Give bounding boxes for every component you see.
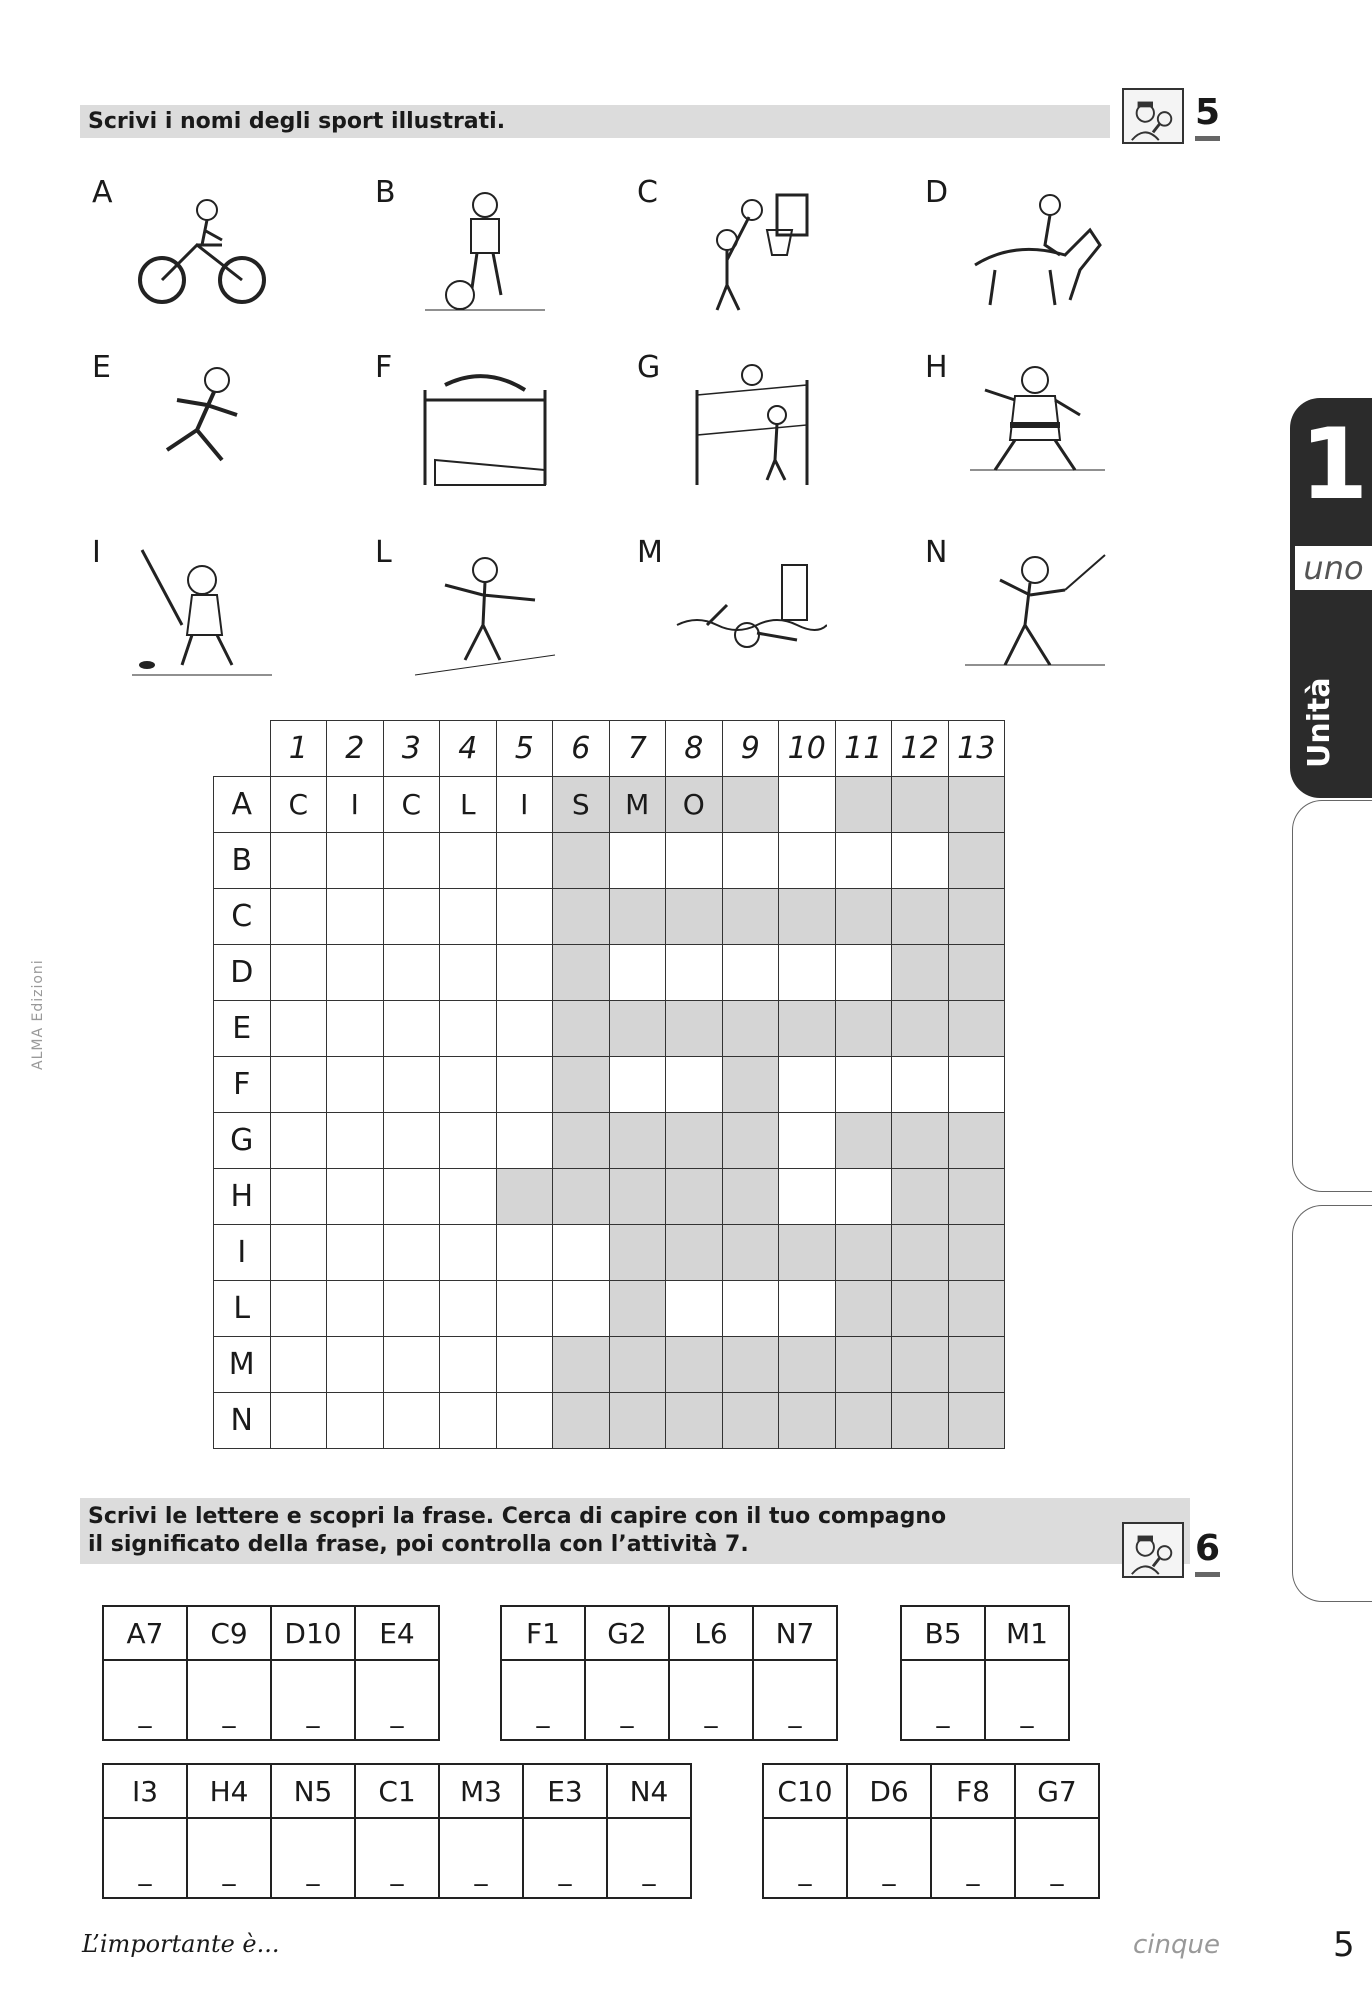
grid-cell[interactable] [835, 1281, 892, 1337]
grid-row [214, 1169, 1005, 1225]
grid-row-header: F [214, 1057, 271, 1113]
answer-blank[interactable]: _ [103, 1660, 187, 1740]
code-table [900, 1605, 1070, 1741]
grid-cell[interactable] [948, 1337, 1005, 1393]
grid-cell[interactable] [327, 1057, 384, 1113]
grid-cell[interactable] [553, 1169, 610, 1225]
grid-corner [214, 721, 271, 777]
grid-cell[interactable] [270, 1393, 327, 1449]
grid-cell[interactable] [383, 1113, 440, 1169]
grid-cell[interactable] [609, 1113, 666, 1169]
code-cell: I3 [103, 1764, 187, 1818]
code-cell: N5 [271, 1764, 355, 1818]
grid-cell[interactable] [553, 945, 610, 1001]
grid-cell[interactable] [835, 777, 892, 833]
code-cell: G2 [585, 1606, 669, 1660]
grid-cell[interactable] [666, 1113, 723, 1169]
grid-cell[interactable] [779, 1337, 836, 1393]
sport-picture-f [375, 350, 565, 500]
picture-letter: G [637, 350, 661, 385]
answer-blank[interactable]: _ [753, 1660, 837, 1740]
grid-cell[interactable] [270, 1337, 327, 1393]
grid-cell[interactable] [722, 1225, 779, 1281]
publisher-label: ALMA Edizioni [30, 959, 46, 1070]
grid-cell[interactable]: I [496, 777, 553, 833]
grid-cell[interactable] [270, 1281, 327, 1337]
grid-cell[interactable] [327, 833, 384, 889]
grid-cell[interactable] [496, 1225, 553, 1281]
exercise-6-instruction [80, 1498, 1190, 1564]
grid-cell[interactable] [440, 945, 497, 1001]
code-cell: E3 [523, 1764, 607, 1818]
grid-cell[interactable] [779, 889, 836, 945]
grid-cell[interactable] [440, 1001, 497, 1057]
grid-cell[interactable] [496, 945, 553, 1001]
sport-picture-d [925, 175, 1115, 325]
answer-blank[interactable]: _ [501, 1660, 585, 1740]
code-cell: N4 [607, 1764, 691, 1818]
grid-cell[interactable] [270, 889, 327, 945]
grid-cell[interactable] [892, 777, 949, 833]
code-cell: F8 [931, 1764, 1015, 1818]
grid-row-header: L [214, 1281, 271, 1337]
grid-cell[interactable] [553, 1337, 610, 1393]
grid-column-header: 9 [722, 721, 779, 777]
grid-cell[interactable] [496, 833, 553, 889]
grid-cell[interactable] [835, 889, 892, 945]
grid-cell[interactable] [609, 833, 666, 889]
grid-cell[interactable] [666, 1393, 723, 1449]
detective-icon [1122, 1522, 1184, 1578]
grid-row-header: M [214, 1337, 271, 1393]
grid-cell[interactable] [666, 833, 723, 889]
grid-cell[interactable]: S [553, 777, 610, 833]
grid-cell[interactable] [835, 1337, 892, 1393]
grid-cell[interactable] [327, 1225, 384, 1281]
grid-cell[interactable] [892, 1281, 949, 1337]
grid-cell[interactable] [779, 777, 836, 833]
grid-cell[interactable] [270, 1001, 327, 1057]
grid-cell[interactable] [948, 945, 1005, 1001]
grid-cell[interactable] [666, 1001, 723, 1057]
grid-cell[interactable] [609, 1393, 666, 1449]
answer-blank[interactable]: _ [439, 1818, 523, 1898]
sport-picture-m [637, 535, 827, 685]
grid-cell[interactable] [609, 1057, 666, 1113]
grid-cell[interactable] [948, 889, 1005, 945]
sport-picture-b [375, 175, 565, 325]
picture-letter: N [925, 535, 948, 570]
code-table [762, 1763, 1100, 1899]
grid-row-header: N [214, 1393, 271, 1449]
basketball-player-icon [667, 185, 827, 325]
grid-row-header: B [214, 833, 271, 889]
grid-cell[interactable] [383, 1337, 440, 1393]
exercise-6-instruction-line2: il significato della frase, poi controlla con l’attività 7. [88, 1532, 749, 1557]
grid-cell[interactable] [270, 1113, 327, 1169]
code-table [500, 1605, 838, 1741]
answer-blank[interactable]: _ [271, 1660, 355, 1740]
grid-row [214, 1393, 1005, 1449]
grid-cell[interactable] [496, 1001, 553, 1057]
ice-hockey-player-icon [122, 545, 282, 685]
answer-blank[interactable]: _ [901, 1660, 985, 1740]
answer-blank[interactable]: _ [985, 1660, 1069, 1740]
grid-column-header: 13 [948, 721, 1005, 777]
grid-cell[interactable] [327, 1169, 384, 1225]
grid-cell[interactable] [270, 1057, 327, 1113]
picture-letter: B [375, 175, 396, 210]
unit-label: Unità [1302, 677, 1337, 768]
grid-cell[interactable] [553, 1393, 610, 1449]
karate-icon [955, 360, 1115, 500]
sport-picture-g [637, 350, 827, 500]
grid-cell[interactable] [779, 1281, 836, 1337]
grid-row [214, 1225, 1005, 1281]
grid-row [214, 1057, 1005, 1113]
grid-cell[interactable] [440, 1057, 497, 1113]
grid-cell[interactable] [440, 889, 497, 945]
grid-cell[interactable] [722, 945, 779, 1001]
grid-cell[interactable] [948, 1057, 1005, 1113]
grid-cell[interactable]: L [440, 777, 497, 833]
answer-blank[interactable]: _ [763, 1818, 847, 1898]
grid-cell[interactable] [666, 1169, 723, 1225]
picture-letter: E [92, 350, 111, 385]
grid-cell[interactable] [383, 833, 440, 889]
grid-cell[interactable] [440, 1281, 497, 1337]
grid-cell[interactable] [327, 1281, 384, 1337]
grid-cell[interactable] [779, 833, 836, 889]
grid-cell[interactable] [383, 1225, 440, 1281]
answer-blank[interactable]: _ [585, 1660, 669, 1740]
grid-cell[interactable] [270, 1225, 327, 1281]
picture-letter: D [925, 175, 949, 210]
answer-blank[interactable]: _ [669, 1660, 753, 1740]
grid-cell[interactable] [779, 1057, 836, 1113]
grid-cell[interactable] [270, 833, 327, 889]
picture-letter: I [92, 535, 101, 570]
code-cell: C1 [355, 1764, 439, 1818]
answer-blank[interactable]: _ [187, 1818, 271, 1898]
grid-cell[interactable] [553, 889, 610, 945]
grid-cell[interactable] [779, 1169, 836, 1225]
grid-cell[interactable] [722, 1113, 779, 1169]
grid-row [214, 1337, 1005, 1393]
grid-row-header: H [214, 1169, 271, 1225]
grid-row [214, 777, 1005, 833]
code-cell: D10 [271, 1606, 355, 1660]
grid-cell[interactable] [440, 1225, 497, 1281]
grid-cell[interactable] [609, 1001, 666, 1057]
grid-cell[interactable] [609, 1169, 666, 1225]
answer-blank[interactable]: _ [355, 1818, 439, 1898]
sport-picture-i [92, 535, 282, 685]
grid-cell[interactable] [496, 889, 553, 945]
sport-picture-h [925, 350, 1115, 500]
grid-row [214, 833, 1005, 889]
answer-blank[interactable]: _ [607, 1818, 691, 1898]
code-table [102, 1605, 440, 1741]
grid-cell[interactable] [496, 1281, 553, 1337]
grid-cell[interactable] [892, 1001, 949, 1057]
grid-cell[interactable] [779, 1001, 836, 1057]
grid-cell[interactable] [666, 945, 723, 1001]
answer-blank[interactable]: _ [523, 1818, 607, 1898]
sport-picture-c [637, 175, 827, 325]
grid-cell[interactable] [440, 1113, 497, 1169]
grid-cell[interactable] [666, 889, 723, 945]
grid-cell[interactable] [892, 1337, 949, 1393]
grid-cell[interactable] [666, 1057, 723, 1113]
grid-cell[interactable] [722, 777, 779, 833]
answer-blank[interactable]: _ [271, 1818, 355, 1898]
runner-icon [122, 360, 282, 500]
exercise-6-instruction-line1: Scrivi le lettere e scopri la frase. Cerca di capire con il tuo compagno [88, 1504, 947, 1529]
code-cell: M1 [985, 1606, 1069, 1660]
grid-cell[interactable] [722, 1057, 779, 1113]
grid-column-header: 12 [892, 721, 949, 777]
grid-cell[interactable] [327, 1001, 384, 1057]
grid-row-header: C [214, 889, 271, 945]
grid-cell[interactable] [327, 1337, 384, 1393]
code-cell: C10 [763, 1764, 847, 1818]
sport-picture-e [92, 350, 282, 500]
answer-blank[interactable]: _ [847, 1818, 931, 1898]
grid-cell[interactable] [496, 1337, 553, 1393]
footer-title: L’importante è... [82, 1930, 280, 1958]
grid-cell[interactable] [948, 1281, 1005, 1337]
grid-row-header: I [214, 1225, 271, 1281]
code-cell: M3 [439, 1764, 523, 1818]
code-cell: E4 [355, 1606, 439, 1660]
grid-cell[interactable] [835, 1113, 892, 1169]
grid-cell[interactable] [440, 1337, 497, 1393]
grid-row [214, 1281, 1005, 1337]
grid-column-header: 6 [553, 721, 610, 777]
fencer-icon [955, 545, 1115, 685]
grid-cell[interactable] [722, 833, 779, 889]
grid-column-header: 11 [835, 721, 892, 777]
grid-cell[interactable] [609, 945, 666, 1001]
grid-cell[interactable] [383, 1057, 440, 1113]
grid-cell[interactable]: O [666, 777, 723, 833]
cyclist-icon [122, 185, 282, 325]
grid-cell[interactable] [383, 945, 440, 1001]
soccer-player-icon [405, 185, 565, 325]
grid-cell[interactable] [892, 945, 949, 1001]
code-cell: A7 [103, 1606, 187, 1660]
ice-skater-icon [405, 545, 565, 685]
grid-cell[interactable] [440, 1169, 497, 1225]
grid-cell[interactable] [440, 1393, 497, 1449]
grid-cell[interactable] [948, 1001, 1005, 1057]
grid-column-header: 2 [327, 721, 384, 777]
grid-cell[interactable] [383, 1393, 440, 1449]
code-cell: G7 [1015, 1764, 1099, 1818]
grid-row [214, 889, 1005, 945]
code-table [102, 1763, 692, 1899]
picture-letter: H [925, 350, 948, 385]
picture-letter: F [375, 350, 393, 385]
grid-cell[interactable] [609, 1225, 666, 1281]
grid-cell[interactable] [779, 945, 836, 1001]
grid-cell[interactable] [383, 889, 440, 945]
grid-cell[interactable] [327, 1113, 384, 1169]
picture-letter: A [92, 175, 113, 210]
grid-cell[interactable]: M [609, 777, 666, 833]
grid-cell[interactable] [496, 1393, 553, 1449]
grid-cell[interactable] [892, 1169, 949, 1225]
picture-letter: M [637, 535, 663, 570]
page-number-word: cinque [1133, 1930, 1220, 1960]
grid-cell[interactable] [779, 1225, 836, 1281]
empty-tab [1292, 800, 1372, 1192]
grid-column-header: 10 [779, 721, 836, 777]
grid-cell[interactable] [948, 777, 1005, 833]
grid-cell[interactable] [496, 1057, 553, 1113]
grid-cell[interactable] [892, 1393, 949, 1449]
code-cell: F1 [501, 1606, 585, 1660]
grid-cell[interactable] [327, 889, 384, 945]
grid-cell[interactable] [666, 1281, 723, 1337]
grid-cell[interactable] [779, 1113, 836, 1169]
exercise-5-number: 5 [1195, 92, 1221, 133]
grid-column-header: 1 [270, 721, 327, 777]
page-number: 5 [1333, 1925, 1355, 1965]
sport-picture-a [92, 175, 282, 325]
grid-cell[interactable] [722, 1001, 779, 1057]
empty-tab [1292, 1205, 1372, 1602]
unit-tab [1290, 398, 1372, 798]
grid-cell[interactable] [609, 889, 666, 945]
grid-cell[interactable] [948, 1169, 1005, 1225]
code-cell: H4 [187, 1764, 271, 1818]
grid-cell[interactable] [496, 1169, 553, 1225]
unit-number: 1 [1300, 408, 1369, 522]
grid-row-header: G [214, 1113, 271, 1169]
grid-row-header: D [214, 945, 271, 1001]
grid-cell[interactable] [270, 945, 327, 1001]
grid-cell[interactable] [948, 833, 1005, 889]
grid-cell[interactable] [892, 833, 949, 889]
grid-cell[interactable] [835, 1393, 892, 1449]
unit-word: uno [1295, 546, 1372, 590]
grid-cell[interactable] [722, 1393, 779, 1449]
grid-cell[interactable] [892, 1225, 949, 1281]
grid-cell[interactable] [722, 1169, 779, 1225]
grid-cell[interactable] [722, 1281, 779, 1337]
horse-rider-icon [955, 185, 1115, 325]
grid-cell[interactable] [553, 1113, 610, 1169]
grid-cell[interactable]: C [383, 777, 440, 833]
code-cell: C9 [187, 1606, 271, 1660]
crossword-grid [213, 720, 1005, 1449]
grid-cell[interactable]: C [270, 777, 327, 833]
grid-row [214, 945, 1005, 1001]
grid-cell[interactable] [270, 1169, 327, 1225]
grid-row-header: A [214, 777, 271, 833]
grid-cell[interactable] [327, 945, 384, 1001]
exercise-5-instruction: Scrivi i nomi degli sport illustrati. [80, 105, 1110, 138]
grid-cell[interactable] [440, 833, 497, 889]
grid-cell[interactable] [948, 1393, 1005, 1449]
answer-blank[interactable]: _ [931, 1818, 1015, 1898]
grid-column-header: 4 [440, 721, 497, 777]
code-cell: L6 [669, 1606, 753, 1660]
grid-cell[interactable] [835, 1169, 892, 1225]
grid-cell[interactable] [948, 1113, 1005, 1169]
grid-column-header: 8 [666, 721, 723, 777]
grid-column-header: 5 [496, 721, 553, 777]
grid-cell[interactable] [666, 1337, 723, 1393]
grid-column-header: 7 [609, 721, 666, 777]
sport-picture-l [375, 535, 565, 685]
code-cell: D6 [847, 1764, 931, 1818]
code-cell: B5 [901, 1606, 985, 1660]
sport-picture-n [925, 535, 1115, 685]
grid-row [214, 1113, 1005, 1169]
grid-cell[interactable] [722, 889, 779, 945]
grid-cell[interactable] [835, 1001, 892, 1057]
grid-cell[interactable] [948, 1225, 1005, 1281]
grid-row [214, 1001, 1005, 1057]
answer-blank[interactable]: _ [1015, 1818, 1099, 1898]
answer-blank[interactable]: _ [187, 1660, 271, 1740]
detective-icon [1122, 88, 1184, 144]
grid-cell[interactable] [666, 1225, 723, 1281]
grid-cell[interactable] [835, 833, 892, 889]
high-jumper-icon [405, 360, 565, 500]
exercise-6-number: 6 [1195, 1528, 1221, 1569]
grid-cell[interactable] [722, 1337, 779, 1393]
code-cell: N7 [753, 1606, 837, 1660]
grid-cell[interactable] [553, 1281, 610, 1337]
grid-cell[interactable] [383, 1169, 440, 1225]
grid-cell[interactable] [892, 889, 949, 945]
grid-cell[interactable] [496, 1113, 553, 1169]
grid-cell[interactable] [553, 1225, 610, 1281]
answer-blank[interactable]: _ [103, 1818, 187, 1898]
grid-cell[interactable] [835, 1057, 892, 1113]
picture-letter: L [375, 535, 392, 570]
grid-cell[interactable] [779, 1393, 836, 1449]
grid-cell[interactable] [383, 1001, 440, 1057]
grid-cell[interactable] [609, 1281, 666, 1337]
answer-blank[interactable]: _ [355, 1660, 439, 1740]
grid-cell[interactable] [835, 1225, 892, 1281]
grid-cell[interactable]: I [327, 777, 384, 833]
picture-letter: C [637, 175, 658, 210]
swimmer-icon [667, 545, 827, 685]
grid-row-header: E [214, 1001, 271, 1057]
grid-cell[interactable] [892, 1057, 949, 1113]
grid-cell[interactable] [892, 1113, 949, 1169]
grid-cell[interactable] [553, 833, 610, 889]
grid-cell[interactable] [553, 1001, 610, 1057]
grid-cell[interactable] [553, 1057, 610, 1113]
grid-column-header: 3 [383, 721, 440, 777]
grid-cell[interactable] [835, 945, 892, 1001]
grid-cell[interactable] [327, 1393, 384, 1449]
grid-cell[interactable] [609, 1337, 666, 1393]
grid-cell[interactable] [383, 1281, 440, 1337]
volleyball-players-icon [667, 360, 827, 500]
